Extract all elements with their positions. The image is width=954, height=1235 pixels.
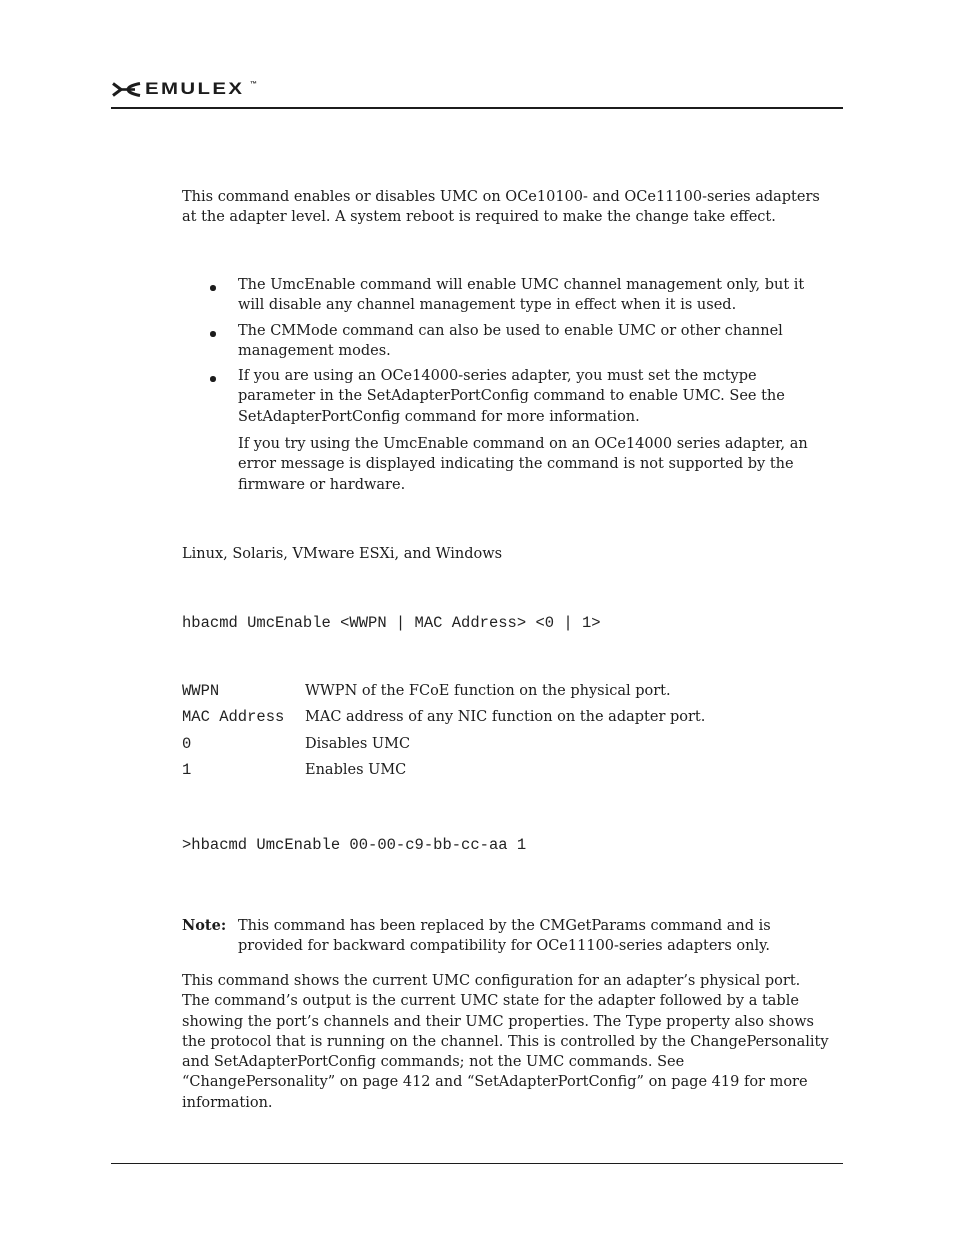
- supported-os: Linux, Solaris, VMware ESXi, and Windows: [182, 546, 503, 562]
- description-line: and SetAdapterPortConfig commands; not the UMC commands. See: [182, 1054, 685, 1071]
- bullet-followup-paragraph: [238, 434, 808, 495]
- parameter-description: Enables UMC: [305, 762, 407, 778]
- note-text: [238, 916, 771, 957]
- parameter-name: 1: [182, 761, 192, 779]
- footer-rule: [111, 1163, 843, 1164]
- description-line: The command’s output is the current UMC state for the adapter followed by a table: [182, 993, 799, 1010]
- intro-line: This command enables or disables UMC on OCe10100- and OCe11100-series adapters: [182, 189, 820, 205]
- logo-wordmark: EMULEX: [145, 79, 245, 98]
- description-paragraph: [182, 971, 829, 1113]
- parameter-name: WWPN: [182, 682, 220, 700]
- parameter-description: Disables UMC: [305, 736, 411, 752]
- intro-paragraph: [182, 187, 820, 228]
- description-line: This command shows the current UMC configuration for an adapter’s physical port.: [182, 973, 801, 989]
- emulex-logo: [111, 79, 261, 99]
- syntax-code: hbacmd UmcEnable <WWPN | MAC Address> <0 | 1>: [182, 614, 601, 632]
- bullet-line: SetAdapterPortConfig command for more information.: [238, 408, 640, 425]
- parameter-description: MAC address of any NIC function on the adapter port.: [305, 709, 706, 725]
- header-rule: [111, 107, 843, 109]
- bullet-line: management modes.: [238, 343, 391, 360]
- note-line: This command has been replaced by the CMGetParams command and is: [238, 918, 771, 934]
- bullet-icon: [210, 285, 216, 291]
- bullet-icon: [210, 376, 216, 382]
- description-line: the protocol that is running on the channel. This is controlled by the ChangePersonality: [182, 1033, 829, 1050]
- description-line: “ChangePersonality” on page 412 and “SetAdapterPortConfig” on page 419 for more: [182, 1074, 808, 1091]
- emulex-logo-icon: [111, 82, 142, 97]
- bullet-line: The CMMode command can also be used to enable UMC or other channel: [238, 323, 783, 339]
- bullet-line: The UmcEnable command will enable UMC channel management only, but it: [238, 277, 805, 293]
- bullet-followup-line: error message is displayed indicating the command is not supported by the: [238, 456, 794, 473]
- example-code: >hbacmd UmcEnable 00-00-c9-bb-cc-aa 1: [182, 836, 527, 854]
- parameter-row: [182, 707, 705, 727]
- parameter-description: WWPN of the FCoE function on the physical port.: [305, 683, 671, 699]
- parameter-name: MAC Address: [182, 708, 285, 726]
- note-label: Note:: [182, 917, 227, 934]
- bullet-item: [238, 321, 783, 362]
- parameter-row: [182, 734, 410, 754]
- bullet-followup-line: firmware or hardware.: [238, 476, 406, 493]
- bullet-item: [238, 275, 804, 316]
- bullet-item: [238, 366, 785, 427]
- parameter-row: [182, 681, 671, 701]
- description-line: information.: [182, 1094, 273, 1111]
- bullet-line: parameter in the SetAdapterPortConfig command to enable UMC. See the: [238, 388, 785, 405]
- parameter-row: [182, 760, 406, 780]
- note-line: provided for backward compatibility for OCe11100-series adapters only.: [238, 938, 770, 955]
- intro-line: at the adapter level. A system reboot is required to make the change take effect.: [182, 209, 776, 226]
- description-line: showing the port’s channels and their UMC properties. The Type property also shows: [182, 1013, 814, 1030]
- bullet-icon: [210, 331, 216, 337]
- bullet-followup-line: If you try using the UmcEnable command on an OCe14000 series adapter, an: [238, 436, 808, 452]
- bullet-line: If you are using an OCe14000-series adapter, you must set the mctype: [238, 368, 757, 384]
- trademark-symbol: ™: [250, 81, 257, 88]
- parameter-name: 0: [182, 735, 192, 753]
- bullet-line: will disable any channel management type in effect when it is used.: [238, 297, 737, 314]
